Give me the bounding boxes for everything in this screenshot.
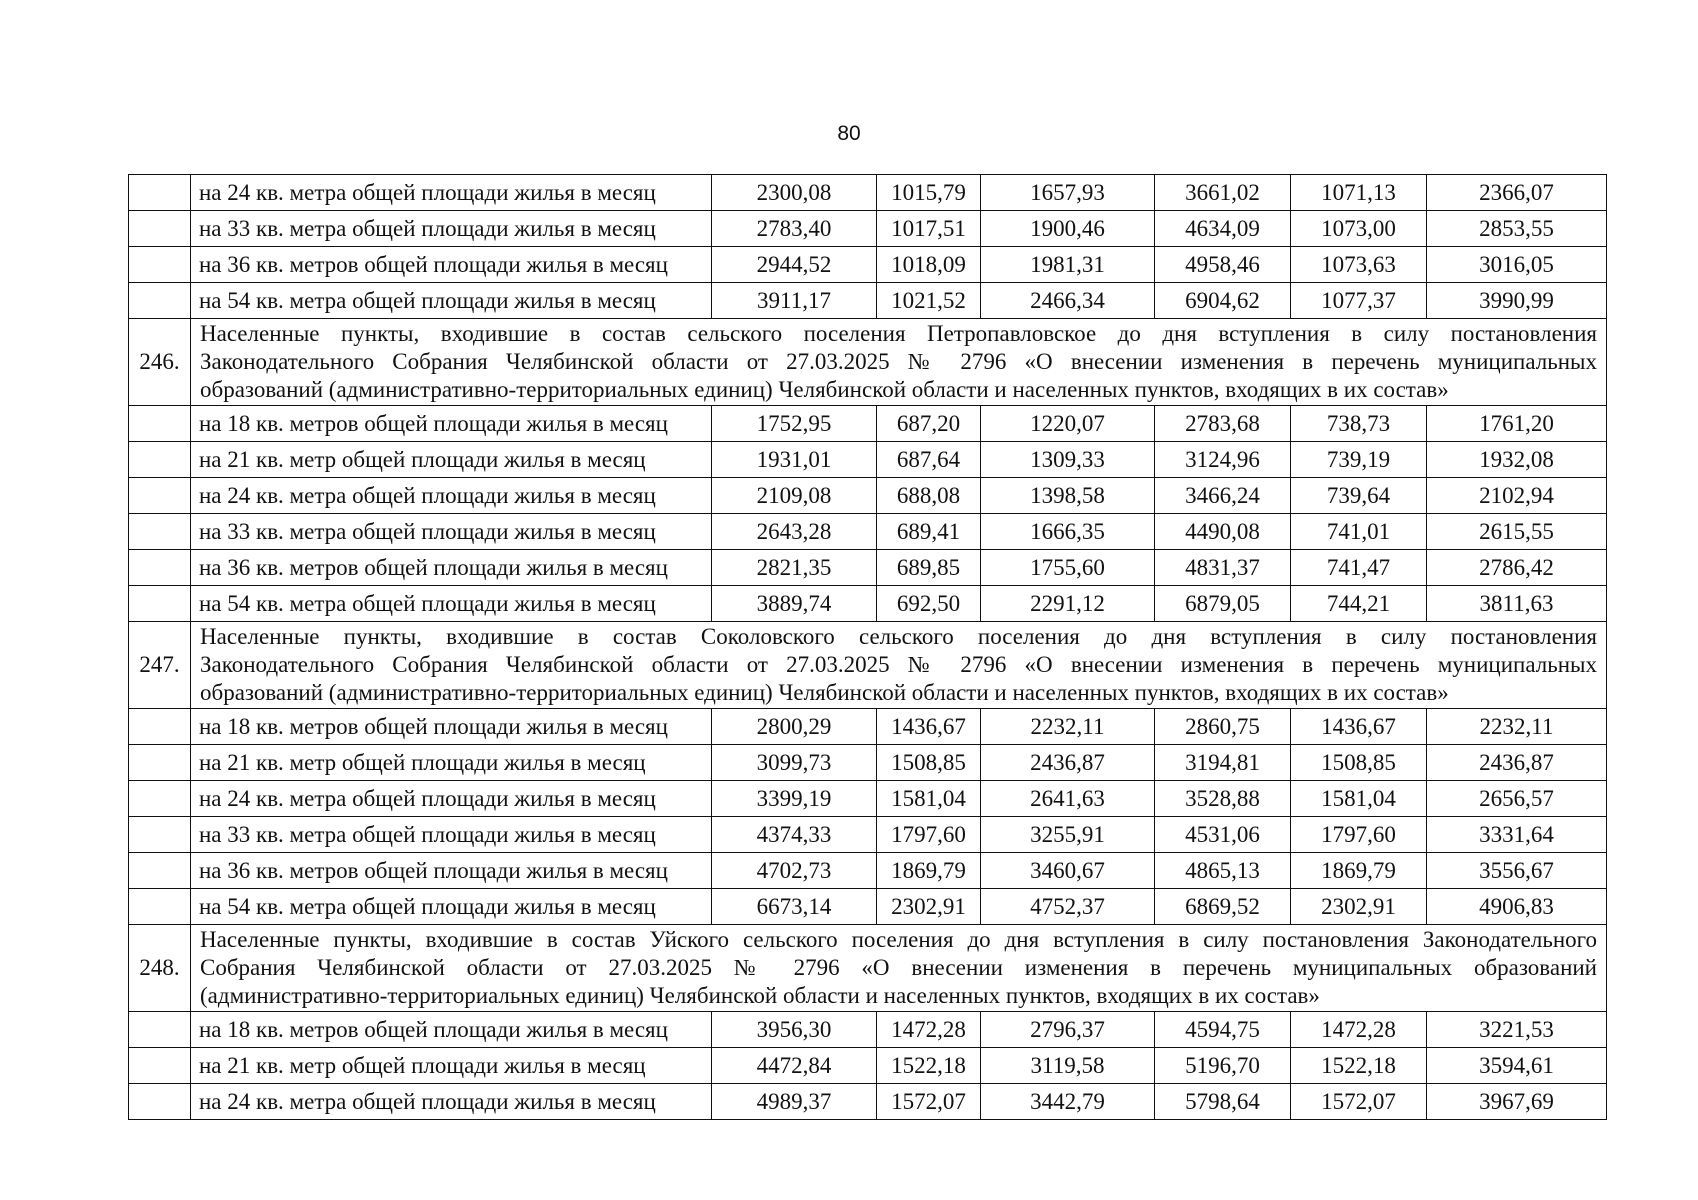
section-description-line: Законодательного Собрания Челябинской области от 27.03.2025 № 2796 «О внесении изменения в перечень муниципальных [200,349,1597,374]
value-cell: 2783,68 [1155,406,1291,442]
value-cell: 2656,57 [1427,781,1607,817]
table-row [129,853,1607,889]
value-cell: 1797,60 [877,817,981,853]
row-label-cell: на 21 кв. метр общей площади жилья в месяц [191,442,712,478]
section-description-line: Собрания Челябинской области от 27.03.2025 № 2796 «О внесении изменения в перечень муниципальных образований [200,955,1597,980]
value-cell: 4531,06 [1155,817,1291,853]
value-cell: 3016,05 [1427,247,1607,283]
value-cell: 1309,33 [981,442,1155,478]
section-description-cell [191,622,1607,709]
value-cell: 1797,60 [1291,817,1427,853]
value-cell: 3099,73 [712,745,877,781]
row-label-cell: на 54 кв. метра общей площади жилья в месяц [191,586,712,622]
value-cell: 3466,24 [1155,478,1291,514]
row-index-cell [129,211,191,247]
table-row [129,442,1607,478]
section-description-line: Законодательного Собрания Челябинской области от 27.03.2025 № 2796 «О внесении изменения в перечень муниципальных [200,652,1597,677]
value-cell: 1073,63 [1291,247,1427,283]
value-cell: 3119,58 [981,1048,1155,1084]
value-cell: 741,01 [1291,514,1427,550]
value-cell: 744,21 [1291,586,1427,622]
row-index-cell [129,1012,191,1048]
row-index-cell [129,853,191,889]
table-row [129,283,1607,319]
value-cell: 2302,91 [1291,889,1427,925]
table-row [129,586,1607,622]
table-row [129,781,1607,817]
value-cell: 1073,00 [1291,211,1427,247]
row-label-cell: на 18 кв. метров общей площади жилья в месяц [191,1012,712,1048]
value-cell: 2436,87 [981,745,1155,781]
section-description-cell [191,319,1607,406]
value-cell: 2853,55 [1427,211,1607,247]
value-cell: 687,20 [877,406,981,442]
value-cell: 2232,11 [981,709,1155,745]
row-index-cell [129,817,191,853]
value-cell: 2232,11 [1427,709,1607,745]
value-cell: 1981,31 [981,247,1155,283]
section-description-cell [191,925,1607,1012]
value-cell: 1752,95 [712,406,877,442]
row-label-cell: на 54 кв. метра общей площади жилья в месяц [191,283,712,319]
value-cell: 1522,18 [1291,1048,1427,1084]
table-row [129,247,1607,283]
row-label-cell: на 36 кв. метров общей площади жилья в месяц [191,853,712,889]
value-cell: 6673,14 [712,889,877,925]
value-cell: 1581,04 [1291,781,1427,817]
value-cell: 687,64 [877,442,981,478]
value-cell: 741,47 [1291,550,1427,586]
section-description-line: Населенные пункты, входившие в состав Соколовского сельского поселения до дня вступления в силу постановления [200,624,1597,649]
value-cell: 3442,79 [981,1084,1155,1120]
value-cell: 1508,85 [877,745,981,781]
section-header-row [129,925,1607,1012]
value-cell: 3528,88 [1155,781,1291,817]
table-row [129,175,1607,211]
value-cell: 1572,07 [1291,1084,1427,1120]
section-description-line: Населенные пункты, входившие в состав сельского поселения Петропавловское до дня вступления в силу постановления [200,321,1597,346]
value-cell: 2860,75 [1155,709,1291,745]
value-cell: 1472,28 [1291,1012,1427,1048]
value-cell: 2641,63 [981,781,1155,817]
value-cell: 1761,20 [1427,406,1607,442]
row-label-cell: на 24 кв. метра общей площади жилья в месяц [191,1084,712,1120]
value-cell: 1436,67 [1291,709,1427,745]
row-label-cell: на 36 кв. метров общей площади жилья в месяц [191,247,712,283]
section-description-line: (административно-территориальных единиц) Челябинской области и населенных пунктов, входящих в их состав» [200,983,1320,1008]
value-cell: 4634,09 [1155,211,1291,247]
value-cell: 2102,94 [1427,478,1607,514]
value-cell: 1572,07 [877,1084,981,1120]
row-index-cell [129,514,191,550]
value-cell: 2783,40 [712,211,877,247]
row-index-cell [129,781,191,817]
value-cell: 4865,13 [1155,853,1291,889]
value-cell: 739,64 [1291,478,1427,514]
value-cell: 3331,64 [1427,817,1607,853]
row-label-cell: на 36 кв. метров общей площади жилья в месяц [191,550,712,586]
value-cell: 1755,60 [981,550,1155,586]
table-row [129,211,1607,247]
row-index-cell [129,550,191,586]
section-description-line: образований (административно-территориальных единиц) Челябинской области и населенных пунктов, входящих в их состав» [200,680,1449,705]
value-cell: 4472,84 [712,1048,877,1084]
row-index-cell [129,889,191,925]
section-header-row [129,622,1607,709]
section-number-cell: 247. [129,622,191,709]
value-cell: 3194,81 [1155,745,1291,781]
value-cell: 1931,01 [712,442,877,478]
value-cell: 4702,73 [712,853,877,889]
value-cell: 2302,91 [877,889,981,925]
value-cell: 2643,28 [712,514,877,550]
value-cell: 4752,37 [981,889,1155,925]
value-cell: 738,73 [1291,406,1427,442]
row-index-cell [129,1048,191,1084]
table-row [129,1084,1607,1120]
value-cell: 1508,85 [1291,745,1427,781]
row-label-cell: на 18 кв. метров общей площади жилья в месяц [191,709,712,745]
row-label-cell: на 33 кв. метра общей площади жилья в месяц [191,514,712,550]
value-cell: 1932,08 [1427,442,1607,478]
row-label-cell: на 21 кв. метр общей площади жилья в месяц [191,745,712,781]
row-index-cell [129,247,191,283]
row-label-cell: на 24 кв. метра общей площади жилья в месяц [191,175,712,211]
value-cell: 1015,79 [877,175,981,211]
value-cell: 3967,69 [1427,1084,1607,1120]
value-cell: 3811,63 [1427,586,1607,622]
value-cell: 2466,34 [981,283,1155,319]
value-cell: 1017,51 [877,211,981,247]
value-cell: 1071,13 [1291,175,1427,211]
value-cell: 4989,37 [712,1084,877,1120]
value-cell: 1021,52 [877,283,981,319]
page-number: 80 [837,122,861,145]
value-cell: 1666,35 [981,514,1155,550]
value-cell: 3255,91 [981,817,1155,853]
section-number-cell: 246. [129,319,191,406]
table-row [129,709,1607,745]
value-cell: 4594,75 [1155,1012,1291,1048]
value-cell: 692,50 [877,586,981,622]
value-cell: 1581,04 [877,781,981,817]
value-cell: 1077,37 [1291,283,1427,319]
row-index-cell [129,442,191,478]
value-cell: 689,85 [877,550,981,586]
value-cell: 3594,61 [1427,1048,1607,1084]
value-cell: 3956,30 [712,1012,877,1048]
row-label-cell: на 54 кв. метра общей площади жилья в месяц [191,889,712,925]
value-cell: 3399,19 [712,781,877,817]
value-cell: 1522,18 [877,1048,981,1084]
value-cell: 688,08 [877,478,981,514]
value-cell: 3556,67 [1427,853,1607,889]
row-index-cell [129,175,191,211]
value-cell: 1436,67 [877,709,981,745]
value-cell: 1472,28 [877,1012,981,1048]
value-cell: 4958,46 [1155,247,1291,283]
value-cell: 1900,46 [981,211,1155,247]
value-cell: 3661,02 [1155,175,1291,211]
value-cell: 2944,52 [712,247,877,283]
value-cell: 689,41 [877,514,981,550]
value-cell: 2800,29 [712,709,877,745]
value-cell: 1657,93 [981,175,1155,211]
table-body [129,175,1607,1120]
value-cell: 2300,08 [712,175,877,211]
value-cell: 3990,99 [1427,283,1607,319]
row-label-cell: на 24 кв. метра общей площади жилья в месяц [191,781,712,817]
value-cell: 2291,12 [981,586,1155,622]
value-cell: 3460,67 [981,853,1155,889]
value-cell: 6869,52 [1155,889,1291,925]
table-row [129,406,1607,442]
value-cell: 1869,79 [877,853,981,889]
value-cell: 1220,07 [981,406,1155,442]
row-index-cell [129,745,191,781]
table-row [129,1048,1607,1084]
table-row [129,1012,1607,1048]
value-cell: 1869,79 [1291,853,1427,889]
table-row [129,550,1607,586]
value-cell: 5196,70 [1155,1048,1291,1084]
row-index-cell [129,709,191,745]
row-index-cell [129,586,191,622]
table-row [129,478,1607,514]
value-cell: 2821,35 [712,550,877,586]
value-cell: 2786,42 [1427,550,1607,586]
value-cell: 2615,55 [1427,514,1607,550]
value-cell: 3124,96 [1155,442,1291,478]
row-index-cell [129,1084,191,1120]
table-row [129,817,1607,853]
value-cell: 739,19 [1291,442,1427,478]
value-cell: 1018,09 [877,247,981,283]
value-cell: 4906,83 [1427,889,1607,925]
value-cell: 2436,87 [1427,745,1607,781]
value-cell: 5798,64 [1155,1084,1291,1120]
value-cell: 6879,05 [1155,586,1291,622]
row-label-cell: на 33 кв. метра общей площади жилья в месяц [191,817,712,853]
table-row [129,745,1607,781]
rates-table [128,174,1607,1120]
section-description-line: образований (административно-территориальных единиц) Челябинской области и населенных пунктов, входящих в их состав» [200,377,1449,402]
value-cell: 4490,08 [1155,514,1291,550]
value-cell: 2109,08 [712,478,877,514]
section-number-cell: 248. [129,925,191,1012]
row-label-cell: на 24 кв. метра общей площади жилья в месяц [191,478,712,514]
table-row [129,514,1607,550]
value-cell: 3911,17 [712,283,877,319]
row-index-cell [129,406,191,442]
value-cell: 2796,37 [981,1012,1155,1048]
value-cell: 3221,53 [1427,1012,1607,1048]
row-index-cell [129,478,191,514]
row-label-cell: на 21 кв. метр общей площади жилья в месяц [191,1048,712,1084]
value-cell: 4831,37 [1155,550,1291,586]
value-cell: 1398,58 [981,478,1155,514]
value-cell: 3889,74 [712,586,877,622]
row-index-cell [129,283,191,319]
value-cell: 4374,33 [712,817,877,853]
table-row [129,889,1607,925]
section-header-row [129,319,1607,406]
row-label-cell: на 33 кв. метра общей площади жилья в месяц [191,211,712,247]
row-label-cell: на 18 кв. метров общей площади жилья в месяц [191,406,712,442]
value-cell: 2366,07 [1427,175,1607,211]
value-cell: 6904,62 [1155,283,1291,319]
section-description-line: Населенные пункты, входившие в состав Уйского сельского поселения до дня вступления в силу постановления Законодательного [200,927,1597,952]
